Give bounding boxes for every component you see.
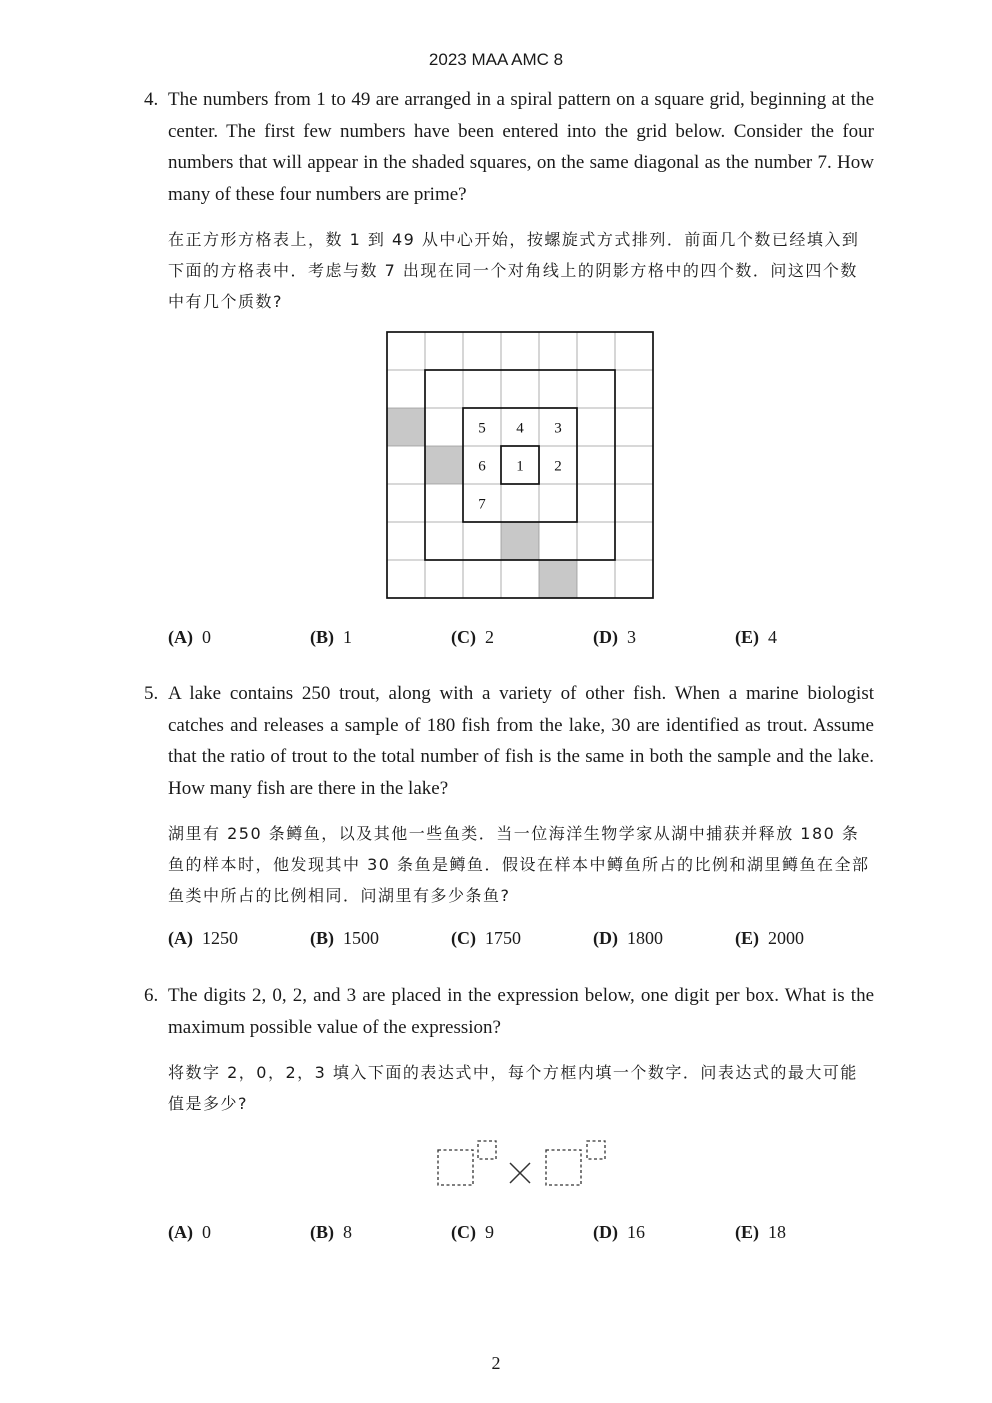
grid-number: 1 (516, 458, 524, 475)
grid-number: 4 (516, 420, 524, 437)
choice-a[interactable]: (A) 1250 (168, 928, 238, 948)
base-box-right (546, 1150, 581, 1185)
exponent-box-right (587, 1141, 605, 1159)
problem-english-text: The numbers from 1 to 49 are arranged in a spiral pattern on a square grid, beginning at the center. The first few numbers have been entered into the grid below. Consider the four numbers that will appear in the shaded squares, on the same diagonal as the number 7. How many of these four numbers are prime? (168, 89, 874, 205)
shaded-cell (501, 522, 539, 560)
grid-number: 6 (478, 458, 486, 475)
spiral-grid-figure (386, 331, 654, 599)
choice-c[interactable]: (C) 2 (451, 627, 494, 647)
choice-c[interactable]: (C) 9 (451, 1222, 494, 1242)
problem-4 (144, 84, 874, 317)
choice-d[interactable]: (D) 1800 (593, 928, 663, 948)
problem-6 (144, 980, 874, 1119)
page-header: 2023 MAA AMC 8 (428, 50, 564, 69)
shaded-cell (425, 446, 463, 484)
problem-number: 5. (144, 683, 159, 704)
choice-e[interactable]: (E) 2000 (735, 928, 804, 948)
answer-choices (168, 1222, 874, 1246)
times-icon (510, 1163, 530, 1183)
base-box-left (438, 1150, 473, 1185)
shaded-cell (387, 408, 425, 446)
problem-chinese-text: 在正方形方格表上，数 1 到 49 从中心开始，按螺旋式方式排列．前面几个数已经填入到下面的方格表中．考虑与数 7 出现在同一个对角线上的阴影方格中的四个数．问这四个数中有几个质数? (168, 230, 860, 311)
grid-number: 2 (554, 458, 562, 475)
choice-d[interactable]: (D) 16 (593, 1222, 645, 1242)
grid-number: 3 (554, 420, 562, 437)
choice-c[interactable]: (C) 1750 (451, 928, 521, 948)
choice-b[interactable]: (B) 1500 (310, 928, 379, 948)
choice-e[interactable]: (E) 18 (735, 1222, 786, 1242)
grid-number: 7 (478, 496, 486, 513)
choice-e[interactable]: (E) 4 (735, 627, 777, 647)
answer-choices (168, 928, 874, 952)
choice-a[interactable]: (A) 0 (168, 1222, 211, 1242)
problem-english-text: The digits 2, 0, 2, and 3 are placed in the expression below, one digit per box. What is the maximum possible value of the expression? (168, 985, 874, 1038)
problem-chinese-text: 湖里有 250 条鳟鱼，以及其他一些鱼类．当一位海洋生物学家从湖中捕获并释放 180 条鱼的样本时，他发现其中 30 条鱼是鳟鱼．假设在样本中鳟鱼所占的比例和湖里鳟鱼在全部鱼类中所占的比例相同．问湖里有多少条鱼? (168, 824, 870, 905)
choice-d[interactable]: (D) 3 (593, 627, 636, 647)
choice-b[interactable]: (B) 8 (310, 1222, 352, 1242)
page-number: 2 (491, 1353, 501, 1373)
exponent-box-left (478, 1141, 496, 1159)
problem-5 (144, 678, 874, 911)
answer-choices (168, 627, 874, 651)
choice-b[interactable]: (B) 1 (310, 627, 352, 647)
shaded-cell (539, 560, 577, 598)
problem-chinese-text: 将数字 2，0，2，3 填入下面的表达式中，每个方框内填一个数字．问表达式的最大可能值是多少? (168, 1063, 858, 1113)
choice-a[interactable]: (A) 0 (168, 627, 211, 647)
problem-english-text: A lake contains 250 trout, along with a variety of other fish. When a marine biologist catches and releases a sample of 180 fish from the lake, 30 are identified as trout. Assume that the ratio of trout to the total number of fish is the same in both the sample and the lake. How many fish are there in the lake? (168, 683, 874, 799)
problem-number: 6. (144, 985, 159, 1006)
problem-number: 4. (144, 89, 159, 110)
exponent-expression-figure (436, 1138, 610, 1188)
grid-number: 5 (478, 420, 486, 437)
